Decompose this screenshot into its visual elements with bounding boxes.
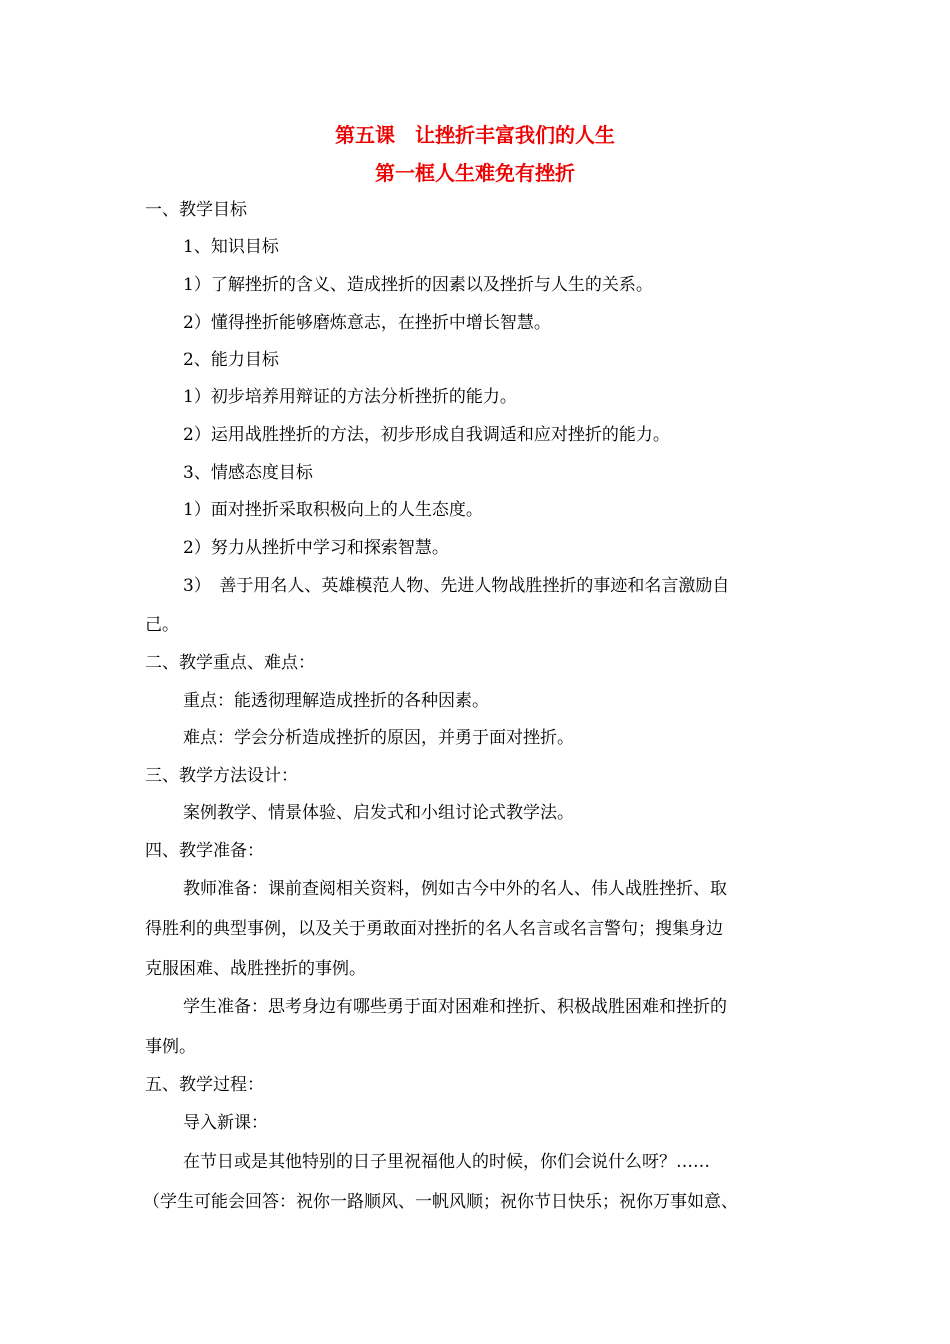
paragraph-line: （学生可能会回答：祝你一路顺风、一帆风顺；祝你节日快乐；祝你万事如意、 xyxy=(143,1192,738,1212)
paragraph-line: 难点：学会分析造成挫折的原因，并勇于面对挫折。 xyxy=(183,728,574,748)
section-heading: 四、教学准备： xyxy=(145,841,264,861)
subsection-heading: 2、能力目标 xyxy=(183,350,279,370)
paragraph-line: 重点：能透彻理解造成挫折的各种因素。 xyxy=(183,691,489,711)
subsection-heading: 1、知识目标 xyxy=(183,237,279,257)
subsection-heading: 导入新课： xyxy=(183,1113,268,1133)
paragraph-line: 克服困难、战胜挫折的事例。 xyxy=(145,959,366,979)
lesson-subtitle: 第一框人生难免有挫折 xyxy=(375,161,575,185)
paragraph-line: 1）初步培养用辩证的方法分析挫折的能力。 xyxy=(183,387,517,407)
paragraph-line: 1）面对挫折采取积极向上的人生态度。 xyxy=(183,500,483,520)
lesson-title: 第五课 让挫折丰富我们的人生 xyxy=(335,123,615,147)
section-heading: 一、教学目标 xyxy=(145,200,247,220)
paragraph-line: 2）懂得挫折能够磨炼意志，在挫折中增长智慧。 xyxy=(183,313,551,333)
paragraph-line: 教师准备：课前查阅相关资料，例如古今中外的名人、伟人战胜挫折、取 xyxy=(183,879,727,899)
paragraph-line: 1）了解挫折的含义、造成挫折的因素以及挫折与人生的关系。 xyxy=(183,275,653,295)
section-heading: 二、教学重点、难点： xyxy=(145,653,315,673)
subsection-heading: 3、情感态度目标 xyxy=(183,463,313,483)
paragraph-line: 得胜利的典型事例，以及关于勇敢面对挫折的名人名言或名言警句；搜集身边 xyxy=(145,919,723,939)
paragraph-line: 案例教学、情景体验、启发式和小组讨论式教学法。 xyxy=(183,803,574,823)
section-heading: 五、教学过程： xyxy=(145,1075,264,1095)
paragraph-line: 学生准备：思考身边有哪些勇于面对困难和挫折、积极战胜困难和挫折的 xyxy=(183,997,727,1017)
paragraph-line: 己。 xyxy=(145,615,179,635)
paragraph-line: 事例。 xyxy=(145,1037,196,1057)
paragraph-line: 2）运用战胜挫折的方法，初步形成自我调适和应对挫折的能力。 xyxy=(183,425,670,445)
section-heading: 三、教学方法设计： xyxy=(145,766,298,786)
paragraph-line: 2）努力从挫折中学习和探索智慧。 xyxy=(183,538,449,558)
paragraph-line: 在节日或是其他特别的日子里祝福他人的时候，你们会说什么呀？…… xyxy=(183,1152,710,1172)
paragraph-line: 3） 善于用名人、英雄模范人物、先进人物战胜挫折的事迹和名言激励自 xyxy=(183,576,730,596)
